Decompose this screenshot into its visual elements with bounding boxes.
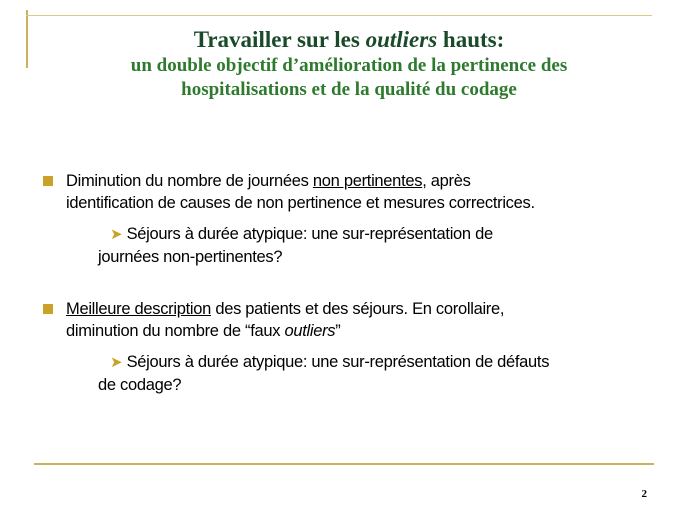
arrow-bullet-icon: ➤	[110, 226, 123, 243]
sub-item-1: ➤ Séjours à durée atypique: une sur-représentation de journées non-pertinentes?	[98, 225, 493, 266]
title-line-2: un double objectif d’amélioration de la pertinence des	[130, 55, 568, 76]
title-line-1: Travailler sur les outliers hauts:	[193, 27, 505, 52]
bullet-item-1: Diminution du nombre de journées non pertinentes, après identification de causes de non pertinence et mesures correctrices.	[40, 170, 660, 214]
decorative-vertical-line	[26, 10, 28, 68]
sub-item-2: ➤ Séjours à durée atypique: une sur-représentation de défauts de codage?	[98, 353, 550, 394]
title-line-3: hospitalisations et de la qualité du codage	[181, 79, 517, 100]
slide-title	[40, 26, 658, 102]
top-divider	[26, 15, 652, 16]
square-bullet-icon	[43, 304, 53, 314]
bullet-item-2: Meilleure description des patients et des séjours. En corollaire, diminution du nombre de “faux outliers”	[40, 298, 660, 342]
bottom-divider	[34, 463, 654, 465]
square-bullet-icon	[43, 176, 53, 186]
arrow-bullet-icon: ➤	[110, 354, 123, 371]
page-number: 2	[641, 488, 647, 500]
slide-content	[40, 170, 660, 396]
